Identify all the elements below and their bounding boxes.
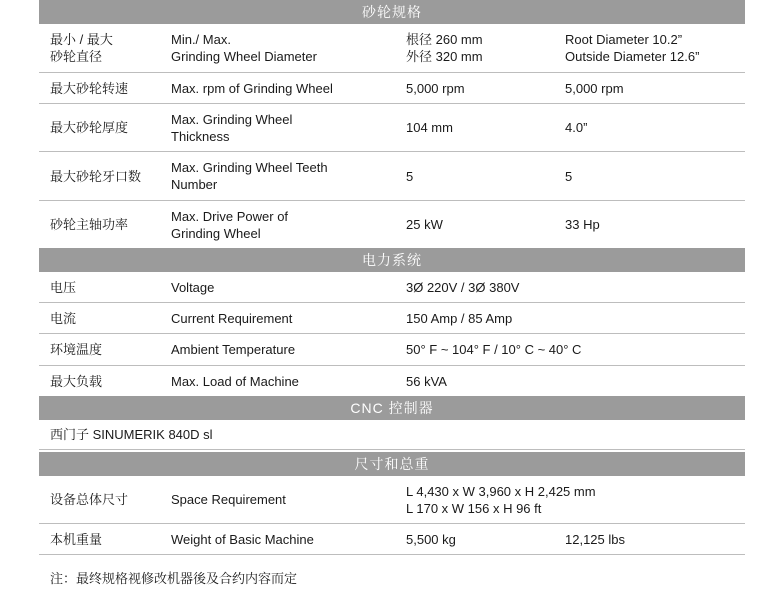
section-header-cnc: CNC 控制器	[39, 396, 745, 420]
value: 150 Amp / 85 Amp	[406, 310, 513, 326]
spec-row-wheel-rpm	[39, 73, 745, 104]
value-metric: 5,500 kg	[406, 531, 456, 547]
value: L 4,430 x W 3,960 x H 2,425 mm L 170 x W 156 x H 96 ft	[406, 483, 596, 516]
value-metric: 5	[406, 168, 414, 184]
spec-sheet	[39, 0, 745, 555]
label-cn: 最小 / 最大 砂轮直径	[50, 32, 113, 64]
value-imperial: 33 Hp	[565, 217, 600, 232]
spec-row-current	[39, 303, 745, 334]
value-metric: 根径 260 mm 外径 320 mm	[406, 32, 483, 64]
label-cn: 电流	[50, 310, 77, 326]
value-imperial: Root Diameter 10.2” Outside Diameter 12.6”	[565, 32, 700, 64]
label-cn: 最大负载	[50, 373, 103, 389]
spec-row-wheel-diameter	[39, 24, 745, 73]
label-cn: 最大砂轮厚度	[50, 120, 129, 135]
spec-row-load	[39, 366, 745, 396]
label-en: Max. Load of Machine	[171, 373, 299, 389]
spec-row-space	[39, 476, 745, 524]
value-metric: 104 mm	[406, 120, 453, 135]
label-cn: 最大砂轮转速	[50, 80, 129, 96]
section-header-size: 尺寸和总重	[39, 452, 745, 476]
value: 3Ø 220V / 3Ø 380V	[406, 279, 520, 295]
value-metric: 25 kW	[406, 217, 443, 232]
value-metric: 5,000 rpm	[406, 80, 465, 96]
value-imperial: 4.0”	[565, 120, 588, 135]
spec-row-voltage	[39, 272, 745, 303]
spec-row-wheel-thickness	[39, 104, 745, 152]
label-en: Max. Grinding Wheel Teeth Number	[171, 160, 328, 192]
label-en: Current Requirement	[171, 310, 293, 326]
spec-row-wheel-power	[39, 201, 745, 248]
spec-row-weight	[39, 524, 745, 555]
spec-row-controller	[39, 420, 745, 450]
footnote: 注：最终规格视修改机器後及合约内容而定	[50, 571, 298, 586]
value: 56 kVA	[406, 373, 447, 389]
label-en: Max. rpm of Grinding Wheel	[171, 80, 333, 96]
value-imperial: 5,000 rpm	[565, 80, 624, 96]
label-en: Ambient Temperature	[171, 342, 296, 357]
label-en: Voltage	[171, 279, 215, 295]
label-cn: 本机重量	[50, 531, 103, 547]
value-imperial: 5	[565, 168, 573, 184]
label-cn: 电压	[50, 279, 77, 295]
label-en: Space Requirement	[171, 492, 286, 507]
controller-value: 西门子 SINUMERIK 840D sl	[50, 427, 213, 442]
label-en: Max. Grinding Wheel Thickness	[171, 111, 293, 144]
spec-row-wheel-teeth	[39, 152, 745, 201]
spec-row-temperature	[39, 334, 745, 366]
value-imperial: 12,125 lbs	[565, 531, 625, 547]
section-header-wheel: 砂轮规格	[39, 0, 745, 24]
label-cn: 设备总体尺寸	[50, 492, 129, 507]
label-en: Weight of Basic Machine	[171, 531, 314, 547]
label-cn: 砂轮主轴功率	[50, 217, 129, 232]
value: 50° F ~ 104° F / 10° C ~ 40° C	[406, 342, 582, 357]
section-header-electric: 电力系统	[39, 248, 745, 272]
label-cn: 环境温度	[50, 342, 103, 357]
label-en: Max. Drive Power of Grinding Wheel	[171, 208, 289, 241]
label-en: Min./ Max. Grinding Wheel Diameter	[171, 32, 317, 64]
label-cn: 最大砂轮牙口数	[50, 168, 142, 184]
